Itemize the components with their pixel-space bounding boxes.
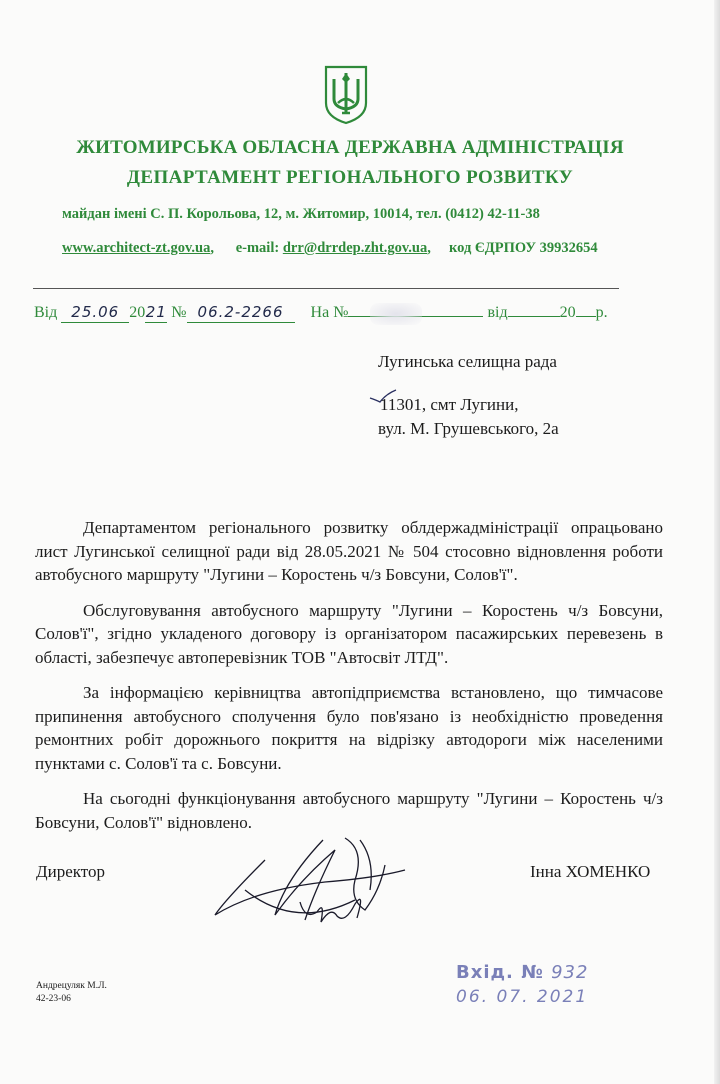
executor-name: Андрецуляк М.Л. — [36, 981, 107, 991]
department-title: ДЕПАРТАМЕНТ РЕГІОНАЛЬНОГО РОЗВИТКУ — [126, 167, 574, 188]
letterhead-divider — [33, 288, 619, 289]
letterhead-address: майдан імені С. П. Корольова, 12, м. Житомир, 10014, тел. (0412) 42-11-38 — [62, 206, 540, 222]
reply-date-label: від — [487, 304, 508, 321]
recipient-name: Лугинська селищна рада — [378, 352, 557, 371]
year-prefix: 20 — [129, 304, 146, 321]
edrpou-code: код ЄДРПОУ 39932654 — [448, 240, 598, 256]
incoming-stamp-label: Вхід. № — [456, 962, 544, 983]
page-edge-shadow — [714, 0, 720, 1084]
signatory-position: Директор — [36, 862, 105, 881]
signatory-name: Інна ХОМЕНКО — [530, 862, 651, 881]
recipient-address-line1: 11301, смт Лугини, — [380, 395, 519, 414]
executor-phone: 42-23-06 — [36, 994, 71, 1004]
reference-line — [34, 303, 608, 323]
letter-body — [35, 516, 663, 846]
email-link[interactable]: drr@drrdep.zht.gov.ua — [282, 240, 428, 256]
outgoing-date: 25.06 — [71, 303, 120, 321]
letterhead-contacts: www.architect-zt.gov.ua, e-mail: drr@drrdep.zht.gov.ua, код ЄДРПОУ 39932654 — [62, 240, 598, 256]
reply-to-label: На № — [310, 304, 349, 321]
reply-year-suffix: р. — [595, 304, 608, 321]
paragraph-3: За інформацією керівництва автопідприємства встановлено, що тимчасове припинення автобусного сполучення було пов'язано із необхідністю проведення ремонтних робіт дорожнього покриття на відрізку автодороги між населеними пунктами с. Солов'ї та с. Бовсуни. — [35, 683, 663, 773]
paragraph-2: Обслуговування автобусного маршруту "Лугини – Коростень ч/з Бовсуни, Солов'ї", згідно укладеного договору із організатором пасажирських перевезень в області, забезпечує автоперевізник ТОВ "Автосвіт ЛТД". — [35, 600, 663, 667]
incoming-stamp-number: 932 — [551, 962, 589, 983]
organization-title: ЖИТОМИРСЬКА ОБЛАСНА ДЕРЖАВНА АДМІНІСТРАЦІЯ — [76, 137, 624, 158]
number-label: № — [171, 304, 187, 321]
paragraph-1: Департаментом регіонального розвитку облдержадміністрації опрацьовано лист Лугинської селищної ради від 28.05.2021 № 504 стосовно відновлення роботи автобусного маршруту "Лугини – Коростень ч/з Бовсуни, Солов'ї". — [35, 518, 663, 584]
outgoing-number: 06.2-2266 — [197, 303, 284, 321]
handwritten-signature — [205, 820, 415, 940]
website-link[interactable]: www.architect-zt.gov.ua — [62, 240, 211, 256]
coat-of-arms-icon — [323, 65, 369, 125]
smudge-mark — [370, 303, 422, 325]
paragraph-4: На сьогодні функціонування автобусного маршруту "Лугини – Коростень ч/з Бовсуни, Солов'ї" відновлено. — [35, 789, 663, 832]
reply-year-prefix: 20 — [559, 304, 576, 321]
year-suffix: 21 — [145, 303, 167, 321]
recipient-address-line2: вул. М. Грушевського, 2а — [378, 419, 559, 438]
email-label: e-mail: — [235, 240, 280, 256]
incoming-stamp-date: 06. 07. 2021 — [456, 987, 589, 1007]
incoming-stamp — [456, 962, 588, 1007]
from-label: Від — [34, 304, 58, 321]
